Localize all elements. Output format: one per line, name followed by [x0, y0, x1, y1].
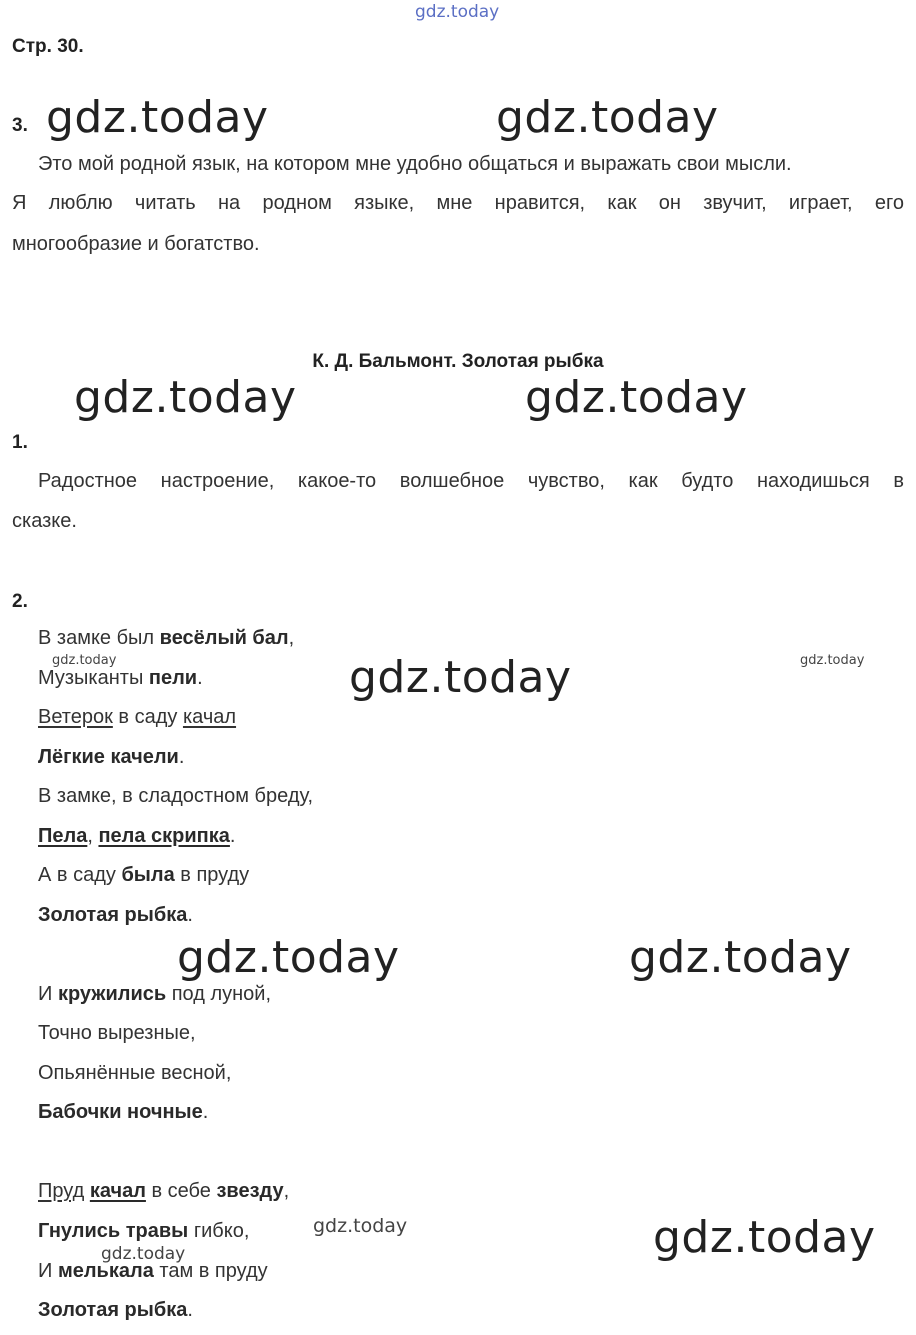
poem-line-14: Гнулись травы гибко,: [38, 1220, 250, 1242]
watermark: gdz.today: [177, 932, 400, 983]
task-3-line-2: Я люблю читать на родном языке, мне нравится, как он звучит, играет, его: [12, 192, 904, 214]
task-1-number: 1.: [12, 432, 28, 453]
poem-line-12: Бабочки ночные.: [38, 1101, 209, 1123]
poem-line-16: Золотая рыбка.: [38, 1299, 193, 1321]
poem-line-10: Точно вырезные,: [38, 1022, 196, 1044]
watermark-medium: gdz.today: [313, 1215, 408, 1237]
watermark-medium: gdz.today: [101, 1244, 186, 1264]
task-1-line-1: Радостное настроение, какое-то волшебное чувство, как будто находишься в: [38, 470, 904, 492]
poem-line-3: Ветерок в саду качал: [38, 706, 237, 728]
poem-line-5: В замке, в сладостном бреду,: [38, 785, 314, 807]
poem-line-11: Опьянённые весной,: [38, 1062, 232, 1084]
watermark: gdz.today: [496, 92, 719, 143]
section-title: К. Д. Бальмонт. Золотая рыбка: [312, 351, 604, 372]
poem-line-9: И кружились под луной,: [38, 983, 272, 1005]
task-1-line-2: сказке.: [12, 510, 77, 532]
poem-line-4: Лёгкие качели.: [38, 746, 185, 768]
poem-line-13: Пруд качал в себе звезду,: [38, 1180, 290, 1202]
task-3-line-1: Это мой родной язык, на котором мне удобно общаться и выражать свои мысли.: [38, 153, 792, 175]
watermark: gdz.today: [74, 372, 297, 423]
watermark: gdz.today: [349, 652, 572, 703]
poem-line-6: Пела, пела скрипка.: [38, 825, 236, 847]
poem-line-7: А в саду была в пруду: [38, 864, 250, 886]
poem-line-1: В замке был весёлый бал,: [38, 627, 295, 649]
task-3-line-3: многообразие и богатство.: [12, 233, 260, 255]
poem-line-15: И мелькала там в пруду: [38, 1260, 268, 1282]
watermark-top: gdz.today: [415, 2, 500, 22]
watermark: gdz.today: [525, 372, 748, 423]
page-label: Стр. 30.: [12, 36, 84, 57]
task-3-number: 3.: [12, 115, 28, 136]
watermark: gdz.today: [629, 932, 852, 983]
watermark-small: gdz.today: [800, 653, 865, 668]
watermark: gdz.today: [46, 92, 269, 143]
poem-line-2: Музыканты пели.: [38, 667, 203, 689]
poem-line-8: Золотая рыбка.: [38, 904, 193, 926]
watermark-small: gdz.today: [52, 653, 117, 668]
task-2-number: 2.: [12, 591, 28, 612]
watermark: gdz.today: [653, 1212, 876, 1263]
